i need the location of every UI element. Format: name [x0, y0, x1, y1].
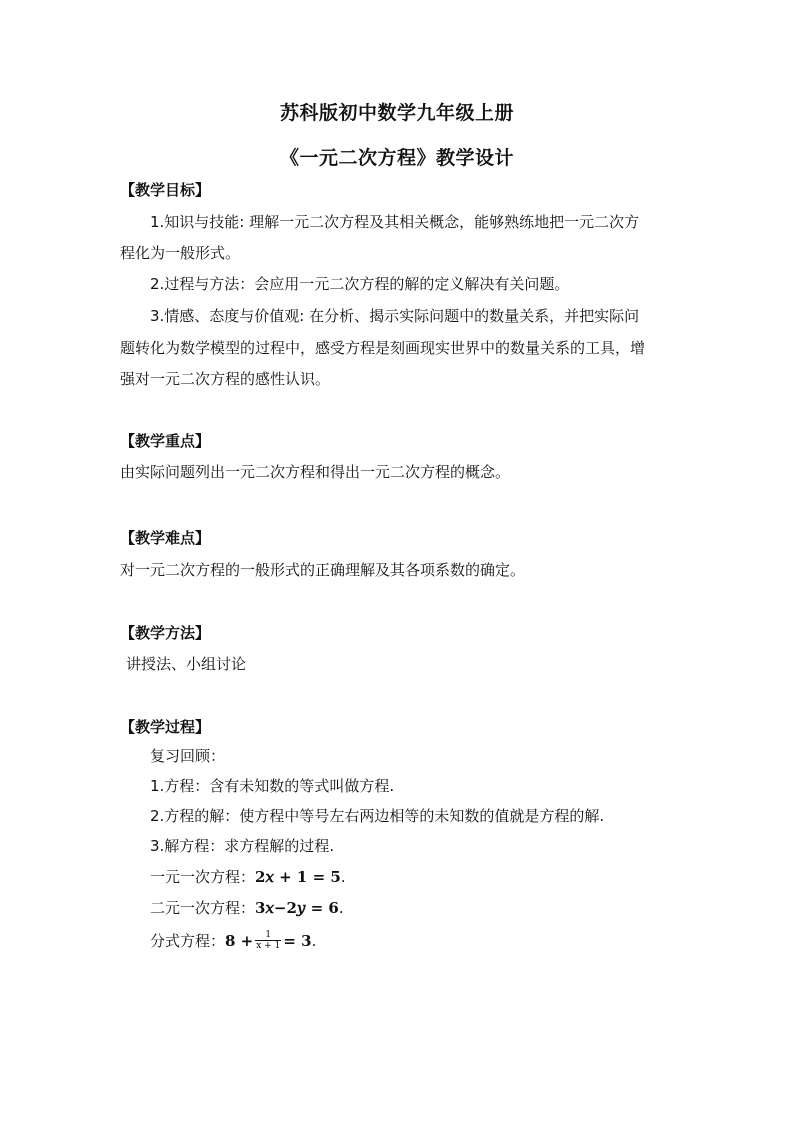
objective-item-1-cont: 程化为一般形式。 — [120, 244, 241, 262]
equation-label: 一元一次方程： — [150, 868, 256, 886]
equation-period: . — [340, 868, 346, 886]
equation-linear-one — [150, 867, 710, 887]
objective-item-3-cont-2: 强对一元二次方程的感性认识。 — [120, 370, 331, 388]
keypoints-text: 由实际问题列出一元二次方程和得出一元二次方程的概念。 — [120, 463, 511, 481]
equation-formula: 2𝑥 + 1 = 5 — [255, 868, 341, 886]
equation-fractional — [150, 931, 710, 952]
process-item-3: 3.解方程：求方程解的过程. — [150, 837, 335, 855]
equation-period: . — [338, 899, 344, 917]
objectives-heading: 【教学目标】 — [120, 181, 211, 199]
objective-item-1: 1.知识与技能: 理解一元二次方程及其相关概念，能够熟练地把一元二次方 — [150, 213, 640, 231]
process-item-2: 2.方程的解：使方程中等号左右两边相等的未知数的值就是方程的解. — [150, 807, 605, 825]
methods-text: 讲授法、小组讨论 — [126, 655, 247, 673]
objective-item-3-cont-1: 题转化为数学模型的过程中，感受方程是刻画现实世界中的数量关系的工具，增 — [120, 339, 646, 357]
fraction — [255, 930, 281, 951]
equation-label: 二元一次方程： — [150, 899, 256, 917]
methods-heading: 【教学方法】 — [120, 624, 211, 642]
document-subtitle: 《一元二次方程》教学设计 — [279, 147, 514, 169]
keypoints-heading: 【教学重点】 — [120, 432, 211, 450]
fraction-numerator: 1 — [255, 930, 281, 941]
difficulties-heading: 【教学难点】 — [120, 529, 211, 547]
objective-item-2: 2.过程与方法：会应用一元二次方程的解的定义解决有关问题。 — [150, 275, 570, 293]
difficulties-text: 对一元二次方程的一般形式的正确理解及其各项系数的确定。 — [120, 561, 526, 579]
document-title: 苏科版初中数学九年级上册 — [279, 102, 514, 124]
objective-item-3: 3.情感、态度与价值观: 在分析、揭示实际问题中的数量关系，并把实际问 — [150, 307, 640, 325]
process-item-1: 1.方程：含有未知数的等式叫做方程. — [150, 777, 395, 795]
process-review: 复习回顾： — [150, 747, 226, 765]
process-heading: 【教学过程】 — [120, 718, 211, 736]
equation-formula-left: 8 + — [225, 932, 254, 950]
equation-label: 分式方程： — [150, 932, 226, 950]
equation-formula: 3𝑥−2𝑦 = 6 — [255, 899, 339, 917]
equation-period: . — [311, 932, 317, 950]
fraction-denominator: x + 1 — [256, 941, 281, 951]
equation-formula-right: = 3 — [283, 932, 312, 950]
equation-linear-two — [150, 898, 710, 918]
